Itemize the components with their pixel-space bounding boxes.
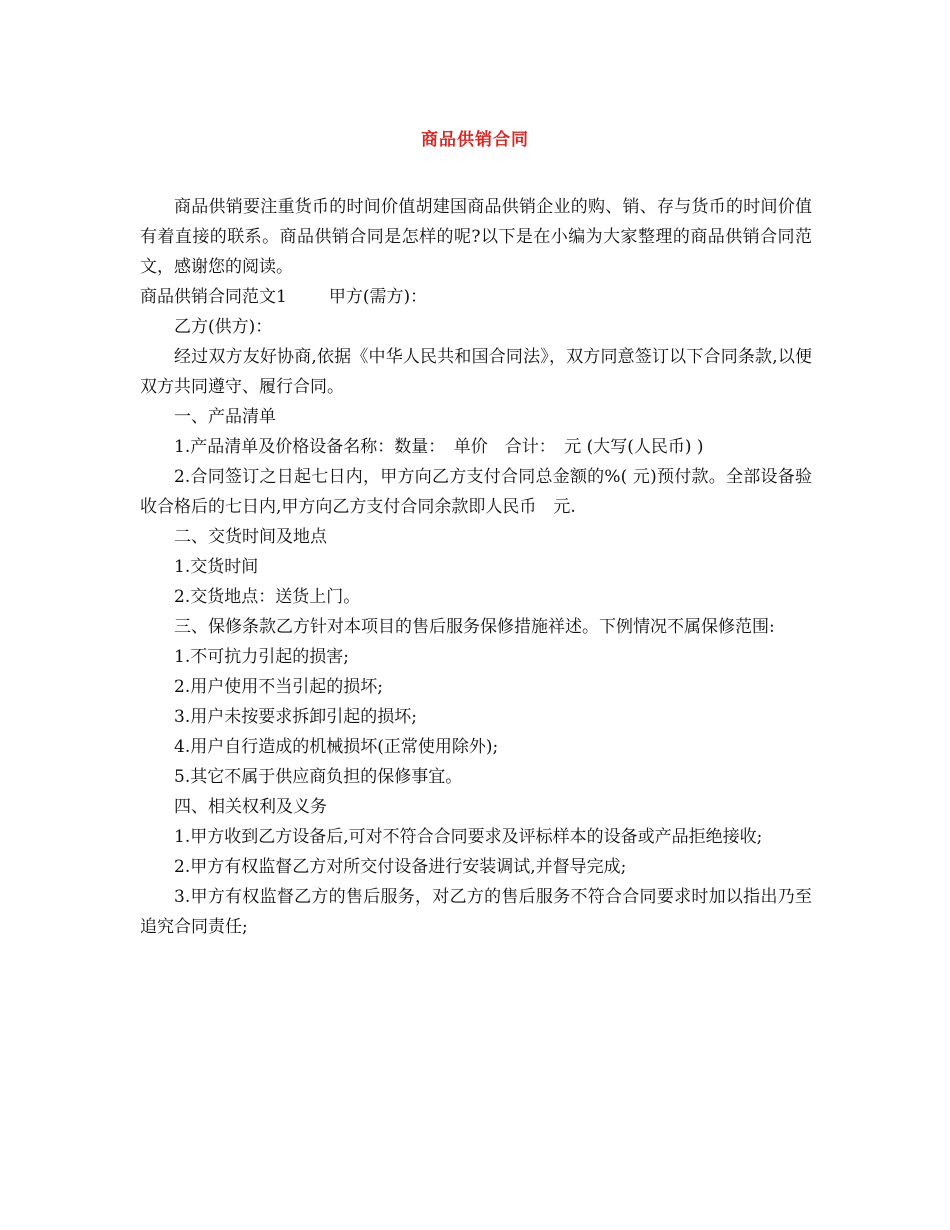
section-4-item-1: 1.甲方收到乙方设备后,可对不符合合同要求及评标样本的设备或产品拒绝接收; [174, 827, 763, 847]
intro-paragraph: 商品供销要注重货币的时间价值胡建国商品供销企业的购、销、存与货币的时间价值有着直接的联系。商品供销合同是怎样的呢?以下是在小编为大家整理的商品供销合同范文，感谢您的阅读。 [140, 197, 812, 277]
party-a-label: 甲方(需方)： [328, 287, 428, 307]
section-3-item-5: 5.其它不属于供应商负担的保修事宜。 [174, 767, 463, 787]
document-title: 商品供销合同 [421, 130, 529, 150]
section-2-title: 二、交货时间及地点 [174, 527, 327, 547]
section-3-item-2: 2.用户使用不当引起的损坏; [174, 677, 383, 697]
section-3-title: 三、保修条款乙方针对本项目的售后服务保修措施祥述。下例情况不属保修范围: [174, 617, 775, 637]
section-4-item-2: 2.甲方有权监督乙方对所交付设备进行安装调试,并督导完成; [174, 857, 627, 877]
section-1-title: 一、产品清单 [174, 407, 276, 427]
section-4-title: 四、相关权利及义务 [174, 797, 327, 817]
document-body [140, 192, 812, 942]
section-2-item-1: 1.交货时间 [174, 557, 259, 577]
party-b-label: 乙方(供方)： [174, 317, 273, 337]
sample-heading-line [140, 282, 812, 312]
section-3-item-3: 3.用户未按要求拆卸引起的损坏; [174, 707, 417, 727]
section-2-item-2: 2.交货地点：送货上门。 [174, 587, 361, 607]
section-3-item-4: 4.用户自行造成的机械损坏(正常使用除外); [174, 737, 499, 757]
section-1-item-1: 1.产品清单及价格设备名称：数量： 单价 合计： 元 (大写(人民币) ) [174, 437, 704, 457]
section-3-item-1: 1.不可抗力引起的损害; [174, 647, 349, 667]
preamble-paragraph: 经过双方友好协商,依据《中华人民共和国合同法》，双方同意签订以下合同条款,以便双方共同遵守、履行合同。 [140, 347, 812, 397]
section-4-item-3: 3.甲方有权监督乙方的售后服务，对乙方的售后服务不符合合同要求时加以指出乃至追究合同责任; [140, 887, 812, 937]
section-1-item-2: 2.合同签订之日起七日内，甲方向乙方支付合同总金额的%( 元)预付款。全部设备验收合格后的七日内,甲方向乙方支付合同余款即人民币 元. [140, 467, 812, 517]
sample-heading: 商品供销合同范文1 [140, 287, 287, 307]
